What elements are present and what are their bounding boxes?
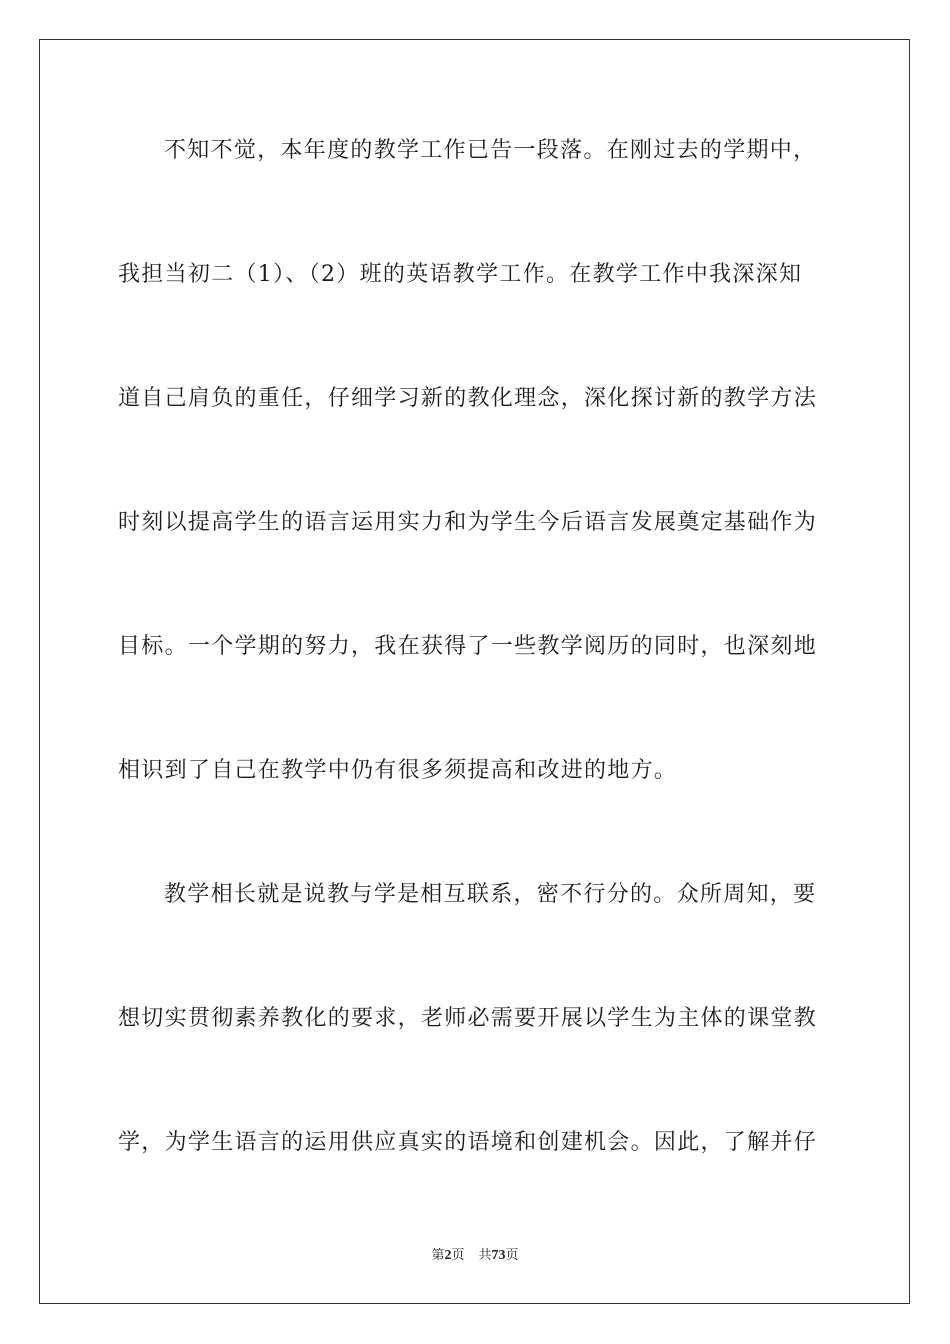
page-prefix: 第 [431, 1248, 445, 1263]
page-footer [0, 1247, 950, 1265]
page-number: 2 [444, 1248, 452, 1263]
page-suffix: 页 [451, 1248, 465, 1263]
paragraph-1-line-6: 相识到了自己在教学中仍有很多须提高和改进的地方。 [118, 758, 678, 783]
paragraph-1-line-2: 我担当初二（1）、（2）班的英语教学工作。在教学工作中我深深知 [118, 262, 803, 287]
paragraph-1-line-5: 目标。一个学期的努力，我在获得了一些教学阅历的同时，也深刻地 [118, 634, 818, 659]
paragraph-2-line-3: 学，为学生语言的运用供应真实的语境和创建机会。因此，了解并仔 [118, 1130, 818, 1155]
paragraph-2-line-2: 想切实贯彻素养教化的要求，老师必需要开展以学生为主体的课堂教 [118, 1006, 818, 1031]
paragraph-1-line-3: 道自己肩负的重任，仔细学习新的教化理念，深化探讨新的教学方法 [118, 386, 818, 411]
paragraph-2-line-1: 教学相长就是说教与学是相互联系，密不行分的。众所周知，要 [164, 882, 817, 907]
page-border [39, 39, 910, 1304]
total-prefix: 共 [478, 1248, 492, 1263]
paragraph-1-line-4: 时刻以提高学生的语言运用实力和为学生今后语言发展奠定基础作为 [118, 510, 818, 535]
total-suffix: 页 [505, 1248, 519, 1263]
paragraph-1-line-1: 不知不觉，本年度的教学工作已告一段落。在刚过去的学期中， [164, 138, 817, 163]
total-pages: 73 [491, 1248, 506, 1263]
